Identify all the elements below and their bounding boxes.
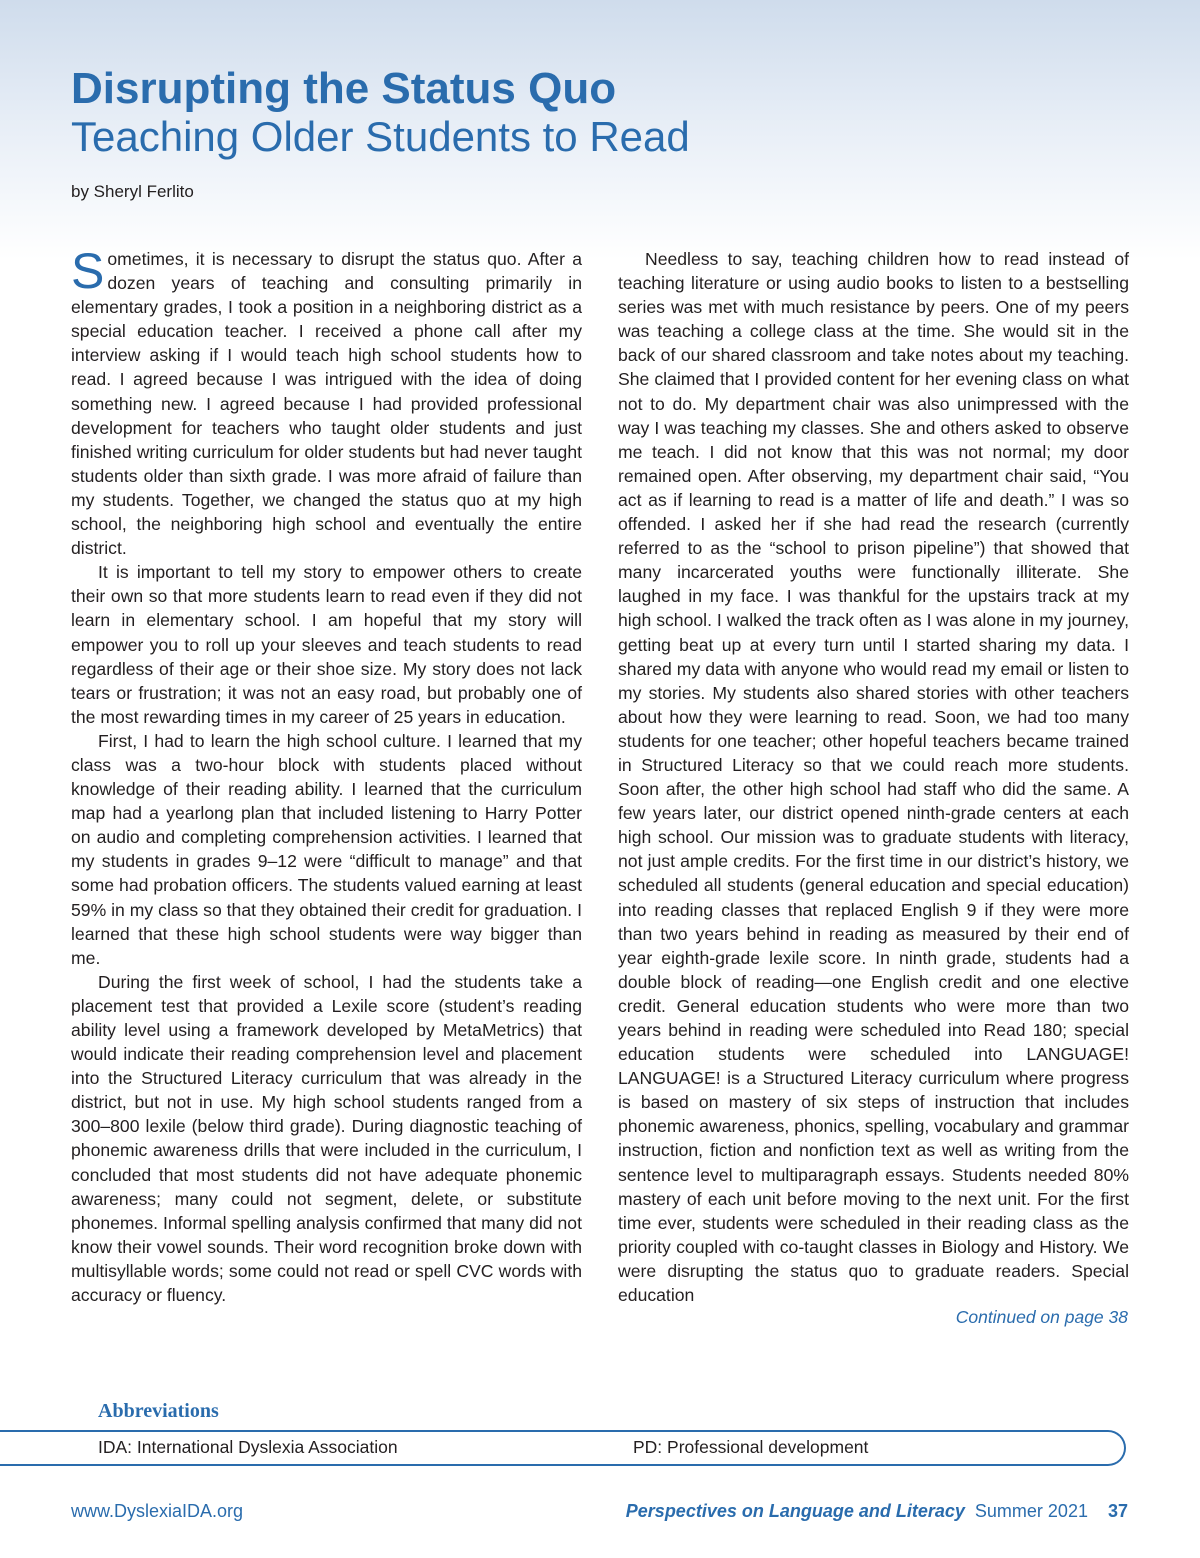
article-paragraph: During the first week of school, I had the students take a placement test that provided a Lexile score (student’s reading ability level using a framework developed by MetaMetrics) that would indicate their reading comprehension level and placement into the Structured Literacy curriculum that was already in the district, but not in use. My high school students ranged from a 300–800 lexile (below third grade). During diagnostic teaching of phonemic awareness drills that were included in the curriculum, I concluded that most students did not have adequate phonemic awareness; many could not segment, delete, or substitute phonemes. Informal spelling analysis confirmed that many did not know their vowel sounds. Their word recognition broke down with multisyllable words; some could not read or spell CVC words with accuracy or fluency. <box>71 971 582 1306</box>
page-number: 37 <box>1107 1501 1128 1521</box>
abbreviation-item: IDA: International Dyslexia Association <box>98 1437 398 1457</box>
article-paragraph: It is important to tell my story to empower others to create their own so that more students learn to read even if they did not learn in elementary school. I am hopeful that my story will empower you to roll up your sleeves and teach students to read regardless of their age or their shoe size. My story does not lack tears or frustration; it was not an easy road, but probably one of the most rewarding times in my career of 25 years in education. <box>71 562 582 727</box>
issue-date: Summer 2021 <box>974 1501 1088 1521</box>
article-subtitle: Teaching Older Students to Read <box>71 113 690 160</box>
publication-name: Perspectives on Language and Literacy <box>625 1501 965 1521</box>
abbreviation-item: PD: Professional development <box>633 1437 869 1457</box>
drop-cap: S <box>71 243 105 299</box>
byline: by Sheryl Ferlito <box>71 182 194 201</box>
paragraph-text: ometimes, it is necessary to disrupt the status quo. After a dozen years of teaching and consulting primarily in elementary grades, I took a position in a neighboring district as a special education teacher. I received a phone call after my interview asking if I would teach high school students how to read. I agreed because I was intrigued with the idea of doing something new. I agreed because I had provided professional development for teachers who taught older students and just finished writing curriculum for older students but had never taught students older than sixth grade. I was more afraid of failure than my students. Together, we changed the status quo at my high school, the neighboring high school and eventually the entire district. <box>71 249 582 559</box>
article-paragraph: First, I had to learn the high school culture. I learned that my class was a two-hour block with students placed without knowledge of their reading ability. I learned that the curriculum map had a yearlong plan that included listening to Harry Potter on audio and completing comprehension activities. I learned that my students in grades 9–12 were “difficult to manage” and that some had probation officers. The students valued earning at least 59% in my class so that they obtained their credit for graduation. I learned that these high school students were way bigger than me. <box>71 730 582 968</box>
continued-link[interactable]: Continued on page 38 <box>955 1307 1128 1327</box>
article-column-left <box>71 243 582 1307</box>
article-paragraph: Needless to say, teaching children how to read instead of teaching literature or using audio books to listen to a bestselling series was met with much resistance by peers. One of my peers was teaching a college class at the time. She would sit in the back of our shared classroom and take notes about my teaching. She claimed that I provided content for her evening class on what not to do. My department chair was also unimpressed with the way I was teaching my classes. She and others asked to observe me teach. I did not know that this was not normal; my door remained open. After observing, my department chair said, “You act as if learning to read is a matter of life and death.” I was so offended. I asked her if she had read the research (currently referred to as the “school to prison pipeline”) that showed that many incarcerated youths were functionally illiterate. She laughed in my face. I was thankful for the upstairs track at my high school. I walked the track often as I was alone in my journey, getting beat up at every turn until I started sharing my data. I shared my data with anyone who would read my email or listen to my stories. My students also shared stories with other teachers about how they were learning to read. Soon, we had too many students for one teacher; other hopeful teachers became trained in Structured Literacy so that we could reach more students. Soon after, the other high school had staff who did the same. A few years later, our district opened ninth-grade centers at each high school. Our mission was to graduate students with literacy, not just ample credits. For the first time in our district’s history, we scheduled all students (general education and special education) into reading classes that replaced English 9 if they were more than two years behind in reading as measured by their end of year eighth-grade lexile score. In ninth grade, students had a double block of reading—one English credit and one elective credit. General education students who were more than two years behind in reading were scheduled into Read 180; special education students were scheduled into LANGUAGE! LANGUAGE! is a Structured Literacy curriculum where progress is based on mastery of six steps of instruction that includes phonemic awareness, phonics, spelling, vocabulary and grammar instruction, fiction and nonfiction text as well as writing from the sentence level to multiparagraph essays. Students needed 80% mastery of each unit before moving to the next unit. For the first time ever, students were scheduled in their reading class as the priority coupled with co-taught classes in Biology and History. We were disrupting the status quo to graduate readers. Special education <box>618 249 1129 1306</box>
footer-website-link[interactable]: www.DyslexiaIDA.org <box>71 1501 244 1521</box>
footer-publication-info <box>626 1501 1128 1522</box>
article-title: Disrupting the Status Quo <box>71 64 617 113</box>
abbreviations-title: Abbreviations <box>98 1400 219 1422</box>
article-paragraph <box>71 243 582 560</box>
article-column-right <box>618 247 1129 1307</box>
